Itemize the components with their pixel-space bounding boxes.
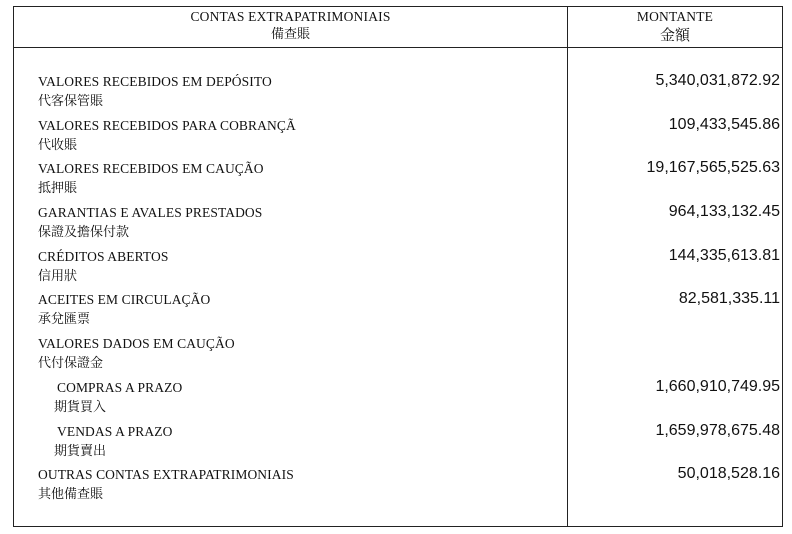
off-balance-sheet-table [13,6,783,527]
table-row-sub [14,373,782,417]
account-label-pt: ACEITES EM CIRCULAÇÃO [38,292,211,308]
amount-value: 19,167,565,525.63 [646,159,780,177]
header-amount-title-pt: MONTANTE [636,9,714,24]
table-row [14,111,782,155]
account-label-zh: 其他備查賬 [38,487,104,503]
amount-value: 50,018,528.16 [677,465,780,483]
account-label-pt: VALORES RECEBIDOS EM CAUÇÃO [38,161,264,177]
amount-value: 144,335,613.81 [668,246,780,264]
amount-value: 964,133,132.45 [668,203,780,221]
header-accounts-column [14,7,567,44]
header-accounts-title-pt: CONTAS EXTRAPATRIMONIAIS [190,9,391,24]
amount-value: 1,660,910,749.95 [655,377,780,395]
account-label-zh: 保證及擔保付款 [38,225,130,241]
account-label-pt: GARANTIAS E AVALES PRESTADOS [38,205,263,221]
header-amount-title-zh: 金額 [659,26,690,44]
account-label-pt: VALORES DADOS EM CAUÇÃO [38,336,235,352]
account-label-zh: 代客保管賬 [38,94,104,109]
account-label-pt: COMPRAS A PRAZO [57,379,183,395]
account-label-zh: 信用狀 [38,268,78,284]
header-amount-column [568,7,782,45]
account-label-zh: 期貨買入 [54,399,107,415]
account-label-zh: 代付保證金 [38,356,104,372]
account-label-zh: 期貨賣出 [54,443,107,459]
amount-value: 1,659,978,675.48 [655,421,780,439]
amount-value: 109,433,545.86 [668,115,780,133]
table-row [14,67,782,111]
amount-value: 82,581,335.11 [678,290,780,308]
table-row [14,154,782,198]
account-label-pt: OUTRAS CONTAS EXTRAPATRIMONIAIS [38,467,294,483]
table-row-sub [14,417,782,461]
account-label-pt: VALORES RECEBIDOS EM DEPÓSITO [38,74,272,89]
account-label-zh: 承兌匯票 [38,312,91,328]
account-label-zh: 代收賬 [38,137,78,153]
table-row [14,198,782,242]
table-row [14,329,782,373]
account-label-pt: CRÉDITOS ABERTOS [38,248,169,264]
account-label-pt: VALORES RECEBIDOS PARA COBRANÇÃ [38,117,296,133]
table-header [14,7,782,48]
table-row [14,460,782,504]
table-body [14,67,782,504]
amount-value: 5,340,031,872.92 [655,72,780,89]
account-label-zh: 抵押賬 [38,181,78,197]
account-label-pt: VENDAS A PRAZO [57,423,173,439]
table-row [14,242,782,286]
table-row [14,285,782,329]
header-accounts-title-zh: 備查賬 [270,27,310,42]
